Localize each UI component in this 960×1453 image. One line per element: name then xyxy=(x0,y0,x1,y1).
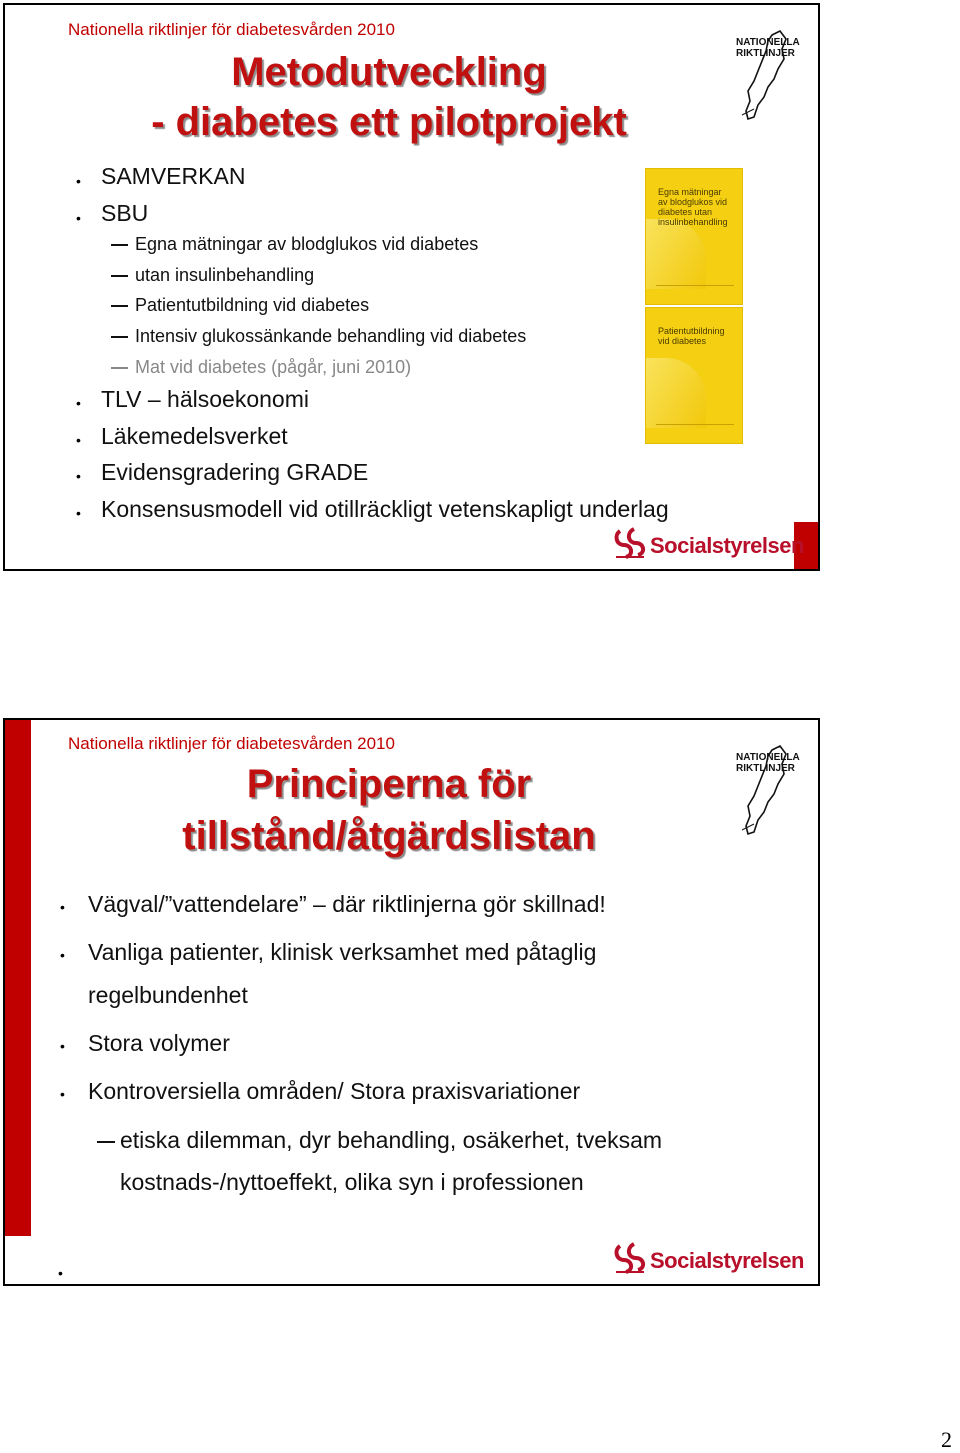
dash xyxy=(97,1141,115,1143)
list-item: Kontroversiella områden/ Stora praxisvariationer xyxy=(88,1078,581,1104)
title-line-1: Metodutveckling xyxy=(231,50,547,94)
sub-item: Patientutbildning vid diabetes xyxy=(135,295,370,315)
list-item: Läkemedelsverket xyxy=(101,423,288,449)
booklet-title: Egna mätningar av blodglukos vid diabetes utan insulinbehandling xyxy=(658,187,728,227)
bullet: • xyxy=(76,395,81,411)
sub-item: Egna mätningar av blodglukos vid diabetes xyxy=(135,234,479,254)
list-item: Vanliga patienter, klinisk verksamhet med påtaglig xyxy=(88,939,597,965)
socialstyrelsen-logo xyxy=(612,1240,802,1280)
socialstyrelsen-logo-icon xyxy=(612,1240,648,1276)
list-item: Vägval/”vattendelare” – där riktlinjerna gör skillnad! xyxy=(88,891,606,917)
slide-2 xyxy=(3,718,820,1286)
brand-name: Socialstyrelsen xyxy=(650,533,804,558)
list-item: SBU xyxy=(101,200,149,226)
socialstyrelsen-logo-icon xyxy=(612,525,648,561)
dash xyxy=(111,367,128,369)
bullet: • xyxy=(76,173,81,189)
booklet-cover xyxy=(645,168,743,305)
sub-item-continued: kostnads-/nyttoeffekt, olika syn i professionen xyxy=(120,1169,584,1195)
bullet: • xyxy=(76,468,81,484)
list-item-continued: regelbundenhet xyxy=(88,982,248,1008)
list-item: TLV – hälsoekonomi xyxy=(101,386,309,412)
bullet: • xyxy=(60,1086,65,1102)
page-number: 2 xyxy=(941,1427,952,1452)
title-line-2: tillstånd/åtgärdslistan xyxy=(182,814,596,858)
slide-1 xyxy=(3,3,820,571)
booklet-cover xyxy=(645,307,743,444)
bullet: • xyxy=(60,899,65,915)
sub-item: Intensiv glukossänkande behandling vid diabetes xyxy=(135,326,527,346)
bullet: • xyxy=(60,1038,65,1054)
booklet-title: Patientutbildning vid diabetes xyxy=(658,326,725,346)
slide-header: Nationella riktlinjer för diabetesvården 2010 xyxy=(68,20,395,39)
brand-name: Socialstyrelsen xyxy=(650,1248,804,1273)
bullet: • xyxy=(76,505,81,521)
bullet: • xyxy=(58,1265,63,1281)
dash xyxy=(111,275,128,277)
dash xyxy=(111,305,128,307)
nationella-riktlinjer-logo xyxy=(724,25,800,123)
list-item: Stora volymer xyxy=(88,1030,230,1056)
bullet: • xyxy=(76,432,81,448)
socialstyrelsen-logo xyxy=(612,525,802,565)
logo-text: NATIONELLA RIKTLINJER xyxy=(736,37,800,59)
slide-header: Nationella riktlinjer för diabetesvården 2010 xyxy=(68,734,395,753)
bullet: • xyxy=(60,947,65,963)
list-item: SAMVERKAN xyxy=(101,163,246,189)
dash xyxy=(111,244,128,246)
slide-title xyxy=(5,758,818,862)
slide-title xyxy=(5,47,818,147)
sub-item: etiska dilemman, dyr behandling, osäkerhet, tveksam xyxy=(120,1127,663,1153)
sub-item: Mat vid diabetes (pågår, juni 2010) xyxy=(135,357,412,377)
logo-text: NATIONELLA RIKTLINJER xyxy=(736,752,800,774)
list-item: Konsensusmodell vid otillräckligt vetenskapligt underlag xyxy=(101,496,669,522)
bullet: • xyxy=(76,210,81,226)
list-item: Evidensgradering GRADE xyxy=(101,459,369,485)
title-line-1: Principerna för xyxy=(246,762,532,806)
sub-item: utan insulinbehandling xyxy=(135,265,315,285)
dash xyxy=(111,336,128,338)
nationella-riktlinjer-logo xyxy=(724,740,800,838)
title-line-2: - diabetes ett pilotprojekt xyxy=(151,100,627,144)
